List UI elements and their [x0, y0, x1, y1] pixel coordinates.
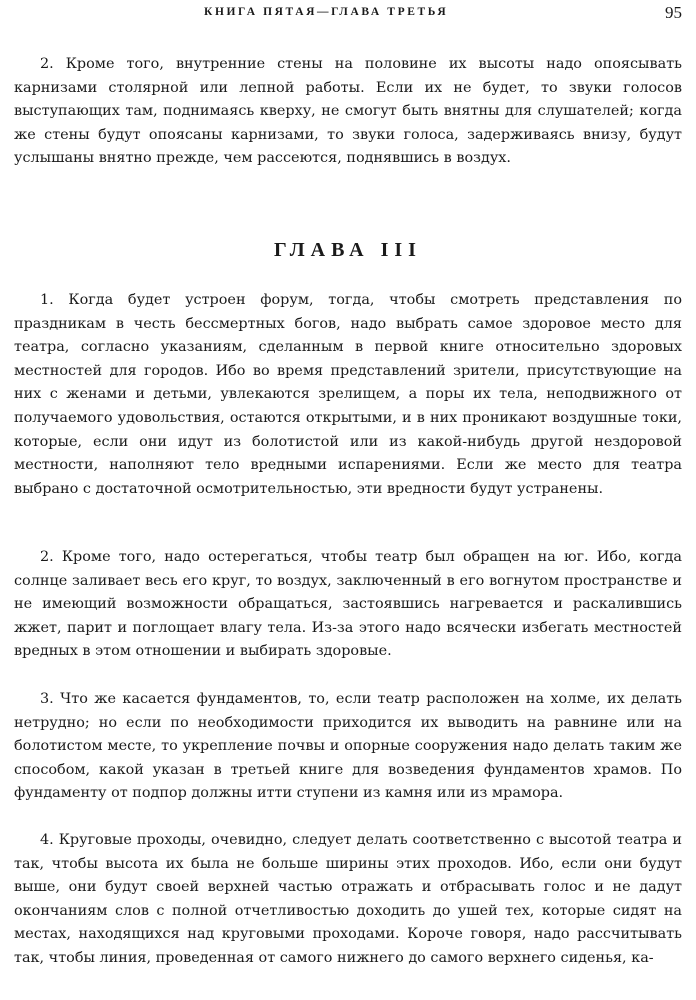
- paragraph: 4. Круговые проходы, очевидно, следует делать соответственно с высотой театра и так, чтобы высота их была не больше ширины этих проходов. Ибо, если они будут выше, они будут своей верхней частью отражать и отбрасывать голос и не дадут окончаниям слов с полной отчетливостью доходить до ушей тех, которые сидят на местах, находящихся над круговыми проходами. Короче говоря, надо рассчитывать так, чтобы линия, проведенная от самого нижнего до самого верхнего сиденья, ка-: [14, 832, 682, 966]
- running-head: КНИГА ПЯТАЯ—ГЛАВА ТРЕТЬЯ: [204, 6, 449, 18]
- page-number: 95: [665, 3, 682, 22]
- paragraph: 3. Что же касается фундаментов, то, если театр расположен на холме, их делать нетрудно; но если по необходимости приходится их выводить на равнине или на болотистом месте, то укрепление почвы и опорные сооружения надо делать таким же способом, какой указан в третьей книге для возведения фундаментов храмов. По фундаменту от подпор должны итти ступени из камня или из мрамора.: [14, 691, 682, 802]
- paragraph: 1. Когда будет устроен форум, тогда, чтобы смотреть представления по праздникам в честь бессмертных богов, надо выбрать самое здоровое место для театра, согласно указаниям, сделанным в первой книге относительно здоровых местностей для городов. Ибо во время представлений зрители, присутствующие на них с женами и детьми, увлекаются зрелищем, а поры их тела, неподвижного от получаемого удовольствия, остаются открытыми, и в них проникают воздушные токи, которые, если они идут из болотистой или из какой-нибудь другой нездоровой местности, наполняют тело вредными испарениями. Если же место для театра выбрано с достаточной осмотрительностью, эти вредности будут устранены.: [14, 292, 682, 497]
- paragraph: 2. Кроме того, внутренние стены на половине их высоты надо опоясывать карнизами столярной или лепной работы. Если их не будет, то звуки голосов выступающих там, поднимаясь кверху, не смогут быть внятны для слушателей; когда же стены будут опоясаны карнизами, то звуки голоса, задерживаясь внизу, будут услышаны внятно прежде, чем рассеются, поднявшись в воздух.: [14, 56, 682, 167]
- paragraph: 2. Кроме того, надо остерегаться, чтобы театр был обращен на юг. Ибо, когда солнце заливает весь его круг, то воздух, заключенный в его вогнутом пространстве и не имеющий возможности обращаться, застоявшись нагревается и раскалившись жжет, парит и поглощает влагу тела. Из-за этого надо всячески избегать местностей вредных в этом отношении и выбирать здоровые.: [14, 549, 682, 660]
- chapter-title: ГЛАВА III: [274, 239, 422, 261]
